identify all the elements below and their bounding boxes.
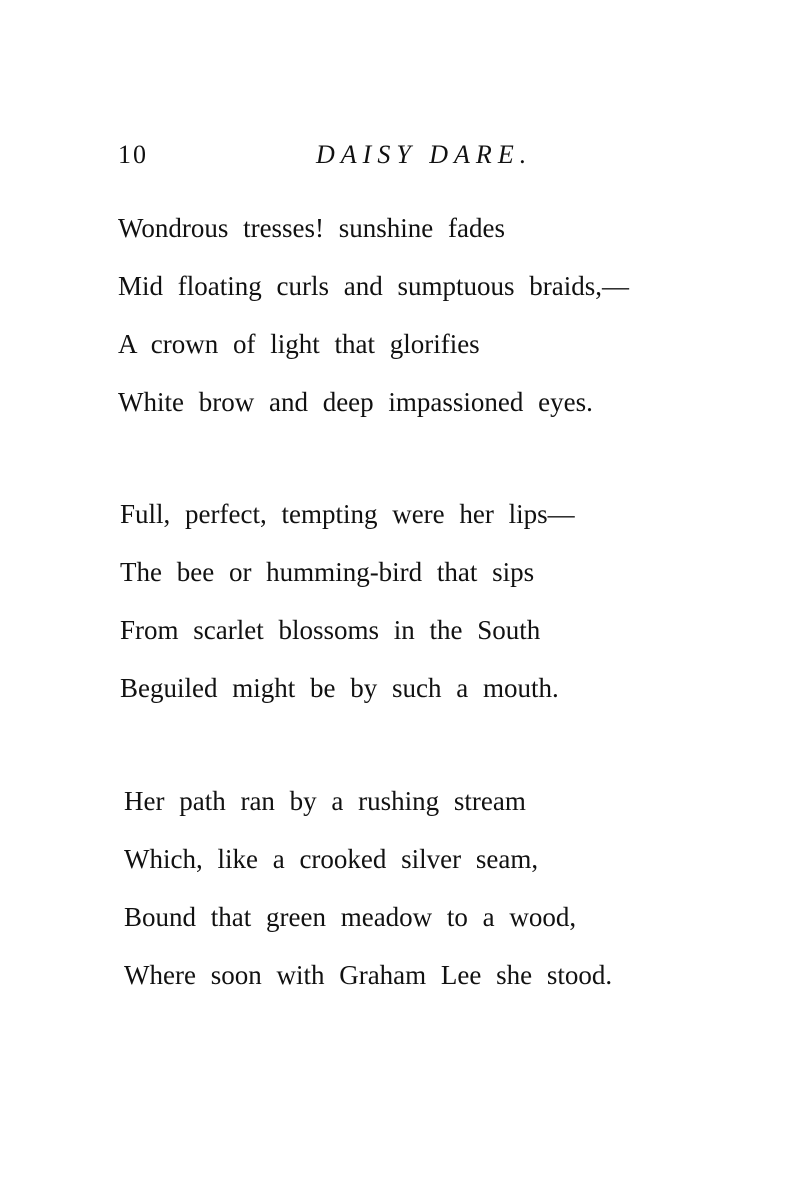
poem-line: Mid floating curls and sumptuous braids,—: [118, 271, 629, 301]
poem-line: From scarlet blossoms in the South: [120, 615, 541, 645]
poem-line: Where soon with Graham Lee she stood.: [124, 960, 613, 990]
stanza-1: [118, 208, 718, 440]
poem-line: The bee or humming-bird that sips: [120, 557, 535, 587]
poem-line: Bound that green meadow to a wood,: [124, 902, 577, 932]
poem-line: Beguiled might be by such a mouth.: [120, 673, 559, 703]
page-number: 10: [118, 140, 148, 169]
stanza-3: [124, 781, 724, 1013]
running-title: DAISY DARE.: [316, 140, 533, 169]
poem-line: Her path ran by a rushing stream: [124, 786, 526, 816]
poem-line: Which, like a crooked silver seam,: [124, 844, 539, 874]
poem-line: White brow and deep impassioned eyes.: [118, 387, 593, 417]
running-head: [118, 140, 678, 180]
poem-line: A crown of light that glorifies: [118, 329, 480, 359]
stanza-2: [120, 494, 720, 726]
poem-line: Full, perfect, tempting were her lips—: [120, 499, 575, 529]
poem-line: Wondrous tresses! sunshine fades: [118, 213, 506, 243]
